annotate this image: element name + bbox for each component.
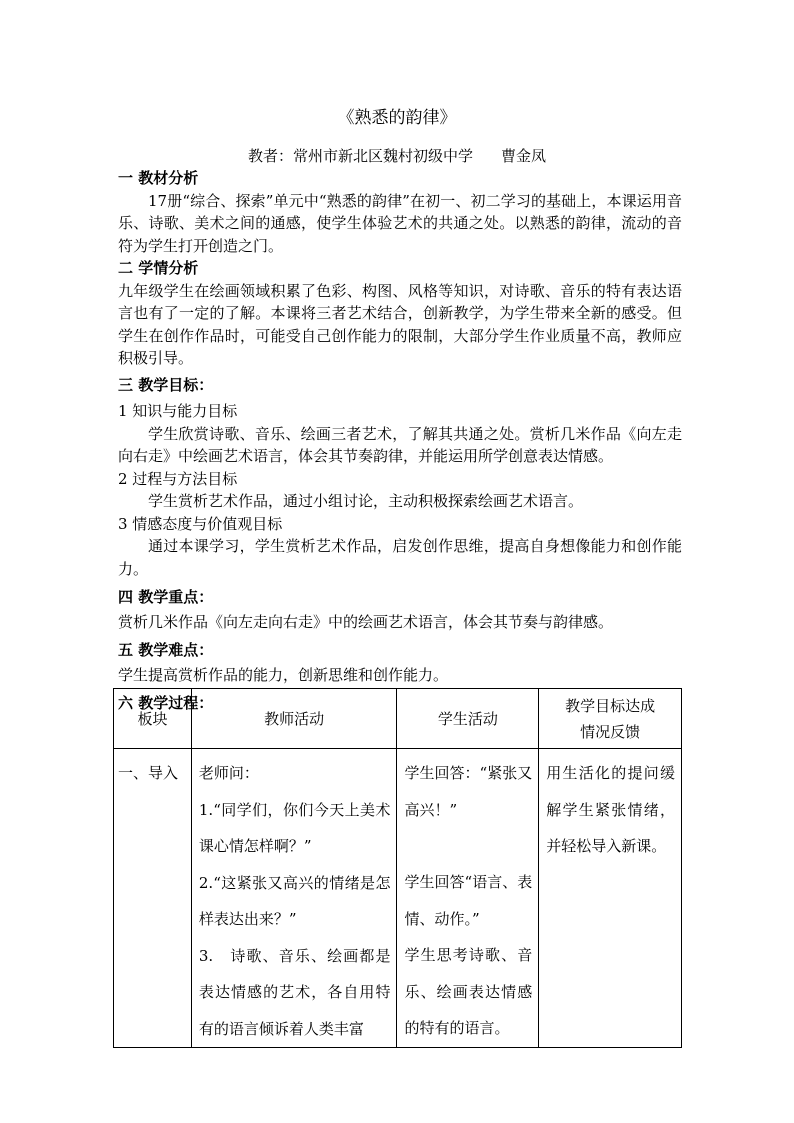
key-points-text: 赏析几米作品《向左走向右走》中的绘画艺术语言，体会其节奏与韵律感。 xyxy=(118,612,614,631)
goal-2-title: 2 过程与方法目标 xyxy=(118,469,238,488)
student-activity xyxy=(397,749,538,1047)
feedback-text: 用生活化的提问缓解学生紧张情绪，并轻松导入新课。 xyxy=(546,764,675,855)
author-name: 曹金凤 xyxy=(501,147,547,165)
section-heading-key-points: 四 教学重点： xyxy=(118,588,214,606)
goal-1-text: 学生欣赏诗歌、音乐、绘画三者艺术，了解其共通之处。赏析几米作品《向左走向右走》中绘画艺术语言，体会其节奏韵律，并能运用所学创意表达情感。 xyxy=(118,424,682,465)
goal-3-text: 通过本课学习，学生赏析艺术作品，启发创作思维，提高自身想像能力和创作能力。 xyxy=(118,537,682,578)
student-answer-2: 学生回答“语言、表情、动作。” xyxy=(404,873,533,928)
header-feedback-line2: 情况反馈 xyxy=(580,722,641,741)
goal-1-title: 1 知识与能力目标 xyxy=(118,402,238,420)
section-heading-textbook-analysis: 一 教材分析 xyxy=(118,169,199,187)
author-line xyxy=(0,145,794,166)
textbook-analysis-text: 17册“综合、探索”单元中“熟悉的韵律”在初一、初二学习的基础上，本课运用音乐、诗歌、美术之间的通感，使学生体验艺术的共通之处。以熟悉的韵律，流动的音符为学生打开创造之门。 xyxy=(118,191,682,255)
teaching-process-table xyxy=(113,688,682,1048)
author-school: 教者：常州市新北区魏村初级中学 xyxy=(247,147,473,165)
section-heading-student-analysis: 二 学情分析 xyxy=(118,259,199,277)
teacher-question-2: 2.“这紧张又高兴的情绪是怎样表达出来？” xyxy=(198,873,391,928)
header-feedback xyxy=(539,689,682,749)
header-block: 板块 xyxy=(114,689,192,749)
section-heading-teaching-goals: 三 教学目标： xyxy=(118,375,214,394)
document-body xyxy=(118,167,682,715)
section-heading-teaching-process: 六 教学过程： xyxy=(118,694,214,712)
teacher-activity xyxy=(192,749,397,1047)
row-feedback-cell xyxy=(539,749,682,1048)
difficulties-text: 学生提高赏析作品的能力，创新思维和创作能力。 xyxy=(118,665,449,684)
row-student-cell xyxy=(397,749,539,1048)
row-block-label: 一、导入 xyxy=(118,764,179,782)
teacher-intro: 老师问： xyxy=(198,764,259,782)
teacher-question-3: 3. 诗歌、音乐、绘画都是表达情感的艺术，各自用特有的语言倾诉着人类丰富 xyxy=(198,946,391,1038)
goal-2-text: 学生赏析艺术作品，通过小组讨论，主动积极探索绘画艺术语言。 xyxy=(148,492,584,510)
row-teacher-cell xyxy=(191,749,397,1048)
student-answer-3: 学生思考诗歌、音乐、绘画表达情感的特有的语言。 xyxy=(404,946,533,1037)
header-teacher-activity: 教师活动 xyxy=(191,689,397,749)
student-answer-1: 学生回答：“紧张又高兴！” xyxy=(404,764,533,819)
section-heading-difficulties: 五 教学难点： xyxy=(118,641,214,659)
document-title: 《熟悉的韵律》 xyxy=(337,108,457,128)
student-analysis-text: 九年级学生在绘画领域积累了色彩、构图、风格等知识，对诗歌、音乐的特有表达语言也有了一定的了解。本课将三者艺术结合，创新教学，为学生带来全新的感受。但学生在创作作品时，可能受自己创作能力的限制，大部分学生作业质量不高，教师应积极引导。 xyxy=(118,281,682,367)
goal-3-title: 3 情感态度与价值观目标 xyxy=(118,514,283,533)
table-header-row xyxy=(114,689,682,749)
teacher-question-1: 1.“同学们，你们今天上美术课心情怎样啊？” xyxy=(198,800,391,855)
header-feedback-line1: 教学目标达成 xyxy=(565,696,656,715)
row-block-cell xyxy=(114,749,192,1048)
table-row xyxy=(114,749,682,1048)
header-student-activity: 学生活动 xyxy=(397,689,539,749)
